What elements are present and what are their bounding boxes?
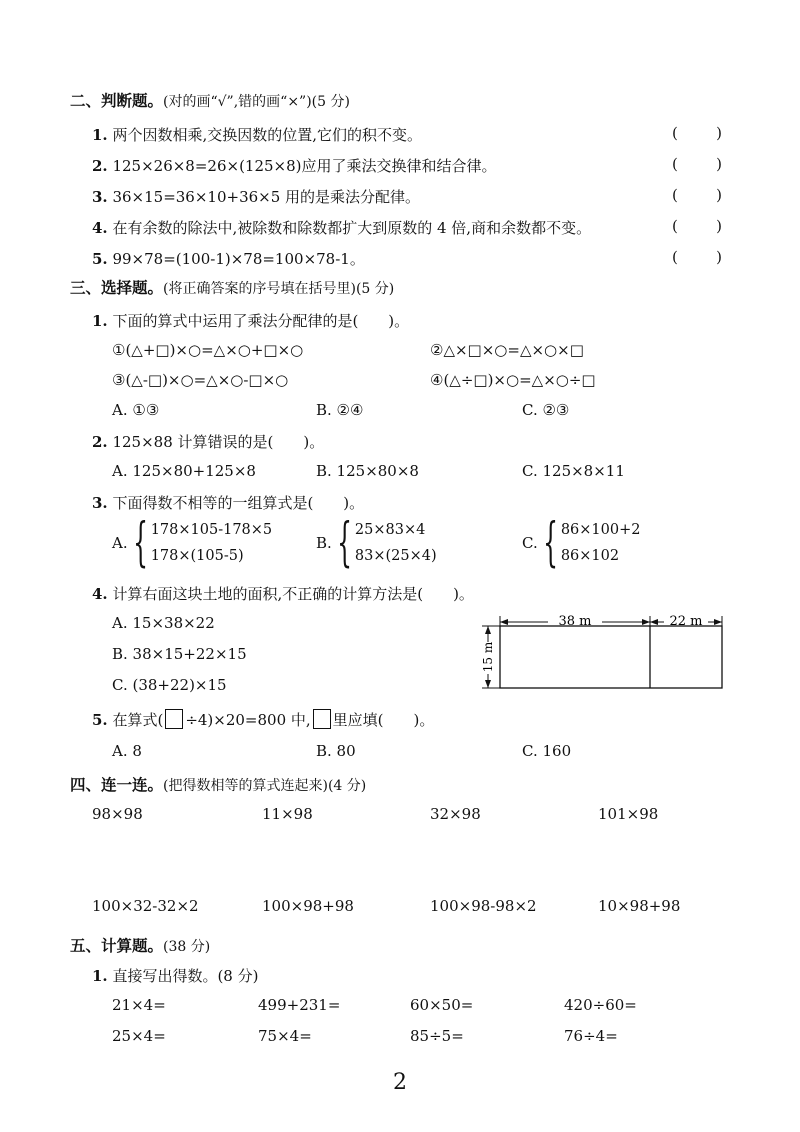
answer-paren-4[interactable]: ( ) (672, 217, 722, 235)
judge-item-5: 5. 99×78=(100-1)×78=100×78-1。 (92, 250, 365, 268)
q4-option-b[interactable]: B. 38×15+22×15 (112, 645, 247, 663)
dim-15-label: 15 m (481, 641, 495, 673)
match-top-1[interactable]: 98×98 (92, 805, 143, 823)
section-3-heading (70, 276, 394, 298)
section-3-title: 三、选择题。 (70, 278, 164, 297)
match-bottom-3[interactable]: 100×98-98×2 (430, 897, 537, 915)
answer-paren-5[interactable]: ( ) (672, 248, 722, 266)
choice-question-1: 1. 下面的算式中运用了乘法分配律的是( )。 (92, 312, 410, 330)
calc-item[interactable]: 76÷4= (564, 1027, 618, 1045)
section-4-heading (70, 773, 366, 795)
q4-option-c[interactable]: C. (38+22)×15 (112, 676, 227, 694)
calc-item[interactable]: 85÷5= (410, 1027, 464, 1045)
section-5-heading (70, 934, 210, 956)
land-rectangle (500, 626, 722, 688)
q1-option-a[interactable]: A. ①③ (112, 401, 160, 419)
section-4-title: 四、连一连。 (70, 775, 164, 794)
formula-1: ①(△+□)×○=△×○+□×○ (112, 341, 304, 359)
calc-item[interactable]: 21×4= (112, 996, 166, 1014)
q5-option-c[interactable]: C. 160 (522, 742, 572, 760)
dim-22-label: 22 m (669, 614, 703, 629)
answer-paren-2[interactable]: ( ) (672, 155, 722, 173)
q1-option-b[interactable]: B. ②④ (316, 401, 364, 419)
q5-option-b[interactable]: B. 80 (316, 742, 356, 760)
match-top-4[interactable]: 101×98 (598, 805, 659, 823)
match-top-3[interactable]: 32×98 (430, 805, 481, 823)
match-bottom-2[interactable]: 100×98+98 (262, 897, 354, 915)
choice-question-5: 5. 在算式( ÷4)×20=800 中, 里应填( )。 (92, 711, 435, 729)
formula-2: ②△×□×○=△×○×□ (430, 341, 584, 359)
section-3-note: (将正确答案的序号填在括号里)(5 分) (163, 281, 395, 297)
match-bottom-4[interactable]: 10×98+98 (598, 897, 681, 915)
judge-item-3: 3. 36×15=36×10+36×5 用的是乘法分配律。 (92, 188, 421, 206)
choice-question-3: 3. 下面得数不相等的一组算式是( )。 (92, 494, 365, 512)
q4-option-a[interactable]: A. 15×38×22 (112, 614, 215, 632)
match-bottom-1[interactable]: 100×32-32×2 (92, 897, 199, 915)
section-4-note: (把得数相等的算式连起来)(4 分) (163, 778, 367, 794)
match-top-2[interactable]: 11×98 (262, 805, 313, 823)
calc-item[interactable]: 75×4= (258, 1027, 312, 1045)
q1-option-c[interactable]: C. ②③ (522, 401, 570, 419)
judge-item-4: 4. 在有余数的除法中,被除数和除数都扩大到原数的 4 倍,商和余数都不变。 (92, 219, 592, 237)
judge-item-1: 1. 两个因数相乘,交换因数的位置,它们的积不变。 (92, 126, 422, 144)
brace-icon: { (132, 513, 148, 573)
judge-item-2: 2. 125×26×8=26×(125×8)应用了乘法交换律和结合律。 (92, 157, 497, 175)
q3-option-c[interactable]: C. { 86×100+2 86×102 (522, 513, 641, 573)
blank-box[interactable] (313, 709, 331, 729)
formula-4: ④(△÷□)×○=△×○÷□ (430, 371, 596, 389)
choice-question-2: 2. 125×88 计算错误的是( )。 (92, 433, 325, 451)
q2-option-b[interactable]: B. 125×80×8 (316, 462, 419, 480)
brace-icon: { (336, 513, 352, 573)
section-5-note: (38 分) (163, 939, 211, 955)
formula-3: ③(△-□)×○=△×○-□×○ (112, 371, 289, 389)
section-2-note: (对的画“√”,错的画“×”)(5 分) (163, 94, 350, 110)
calc-item[interactable]: 25×4= (112, 1027, 166, 1045)
choice-question-4: 4. 计算右面这块土地的面积,不正确的计算方法是( )。 (92, 585, 474, 603)
answer-paren-1[interactable]: ( ) (672, 124, 722, 142)
dim-38-label: 38 m (558, 614, 592, 629)
brace-icon: { (542, 513, 558, 573)
blank-box[interactable] (165, 709, 183, 729)
q2-option-c[interactable]: C. 125×8×11 (522, 462, 625, 480)
q2-option-a[interactable]: A. 125×80+125×8 (112, 462, 256, 480)
q3-option-b[interactable]: B. { 25×83×4 83×(25×4) (316, 513, 437, 573)
page-number: 2 (393, 1070, 407, 1095)
land-diagram (478, 608, 728, 692)
q5-option-a[interactable]: A. 8 (112, 742, 142, 760)
calc-sub-1: 1. 直接写出得数。(8 分) (92, 967, 259, 985)
calc-item[interactable]: 499+231= (258, 996, 341, 1014)
section-2-heading (70, 89, 350, 111)
calc-item[interactable]: 60×50= (410, 996, 474, 1014)
answer-paren-3[interactable]: ( ) (672, 186, 722, 204)
q3-option-a[interactable]: A. { 178×105-178×5 178×(105-5) (112, 513, 273, 573)
section-2-title: 二、判断题。 (70, 91, 164, 110)
section-5-title: 五、计算题。 (70, 936, 164, 955)
calc-item[interactable]: 420÷60= (564, 996, 637, 1014)
